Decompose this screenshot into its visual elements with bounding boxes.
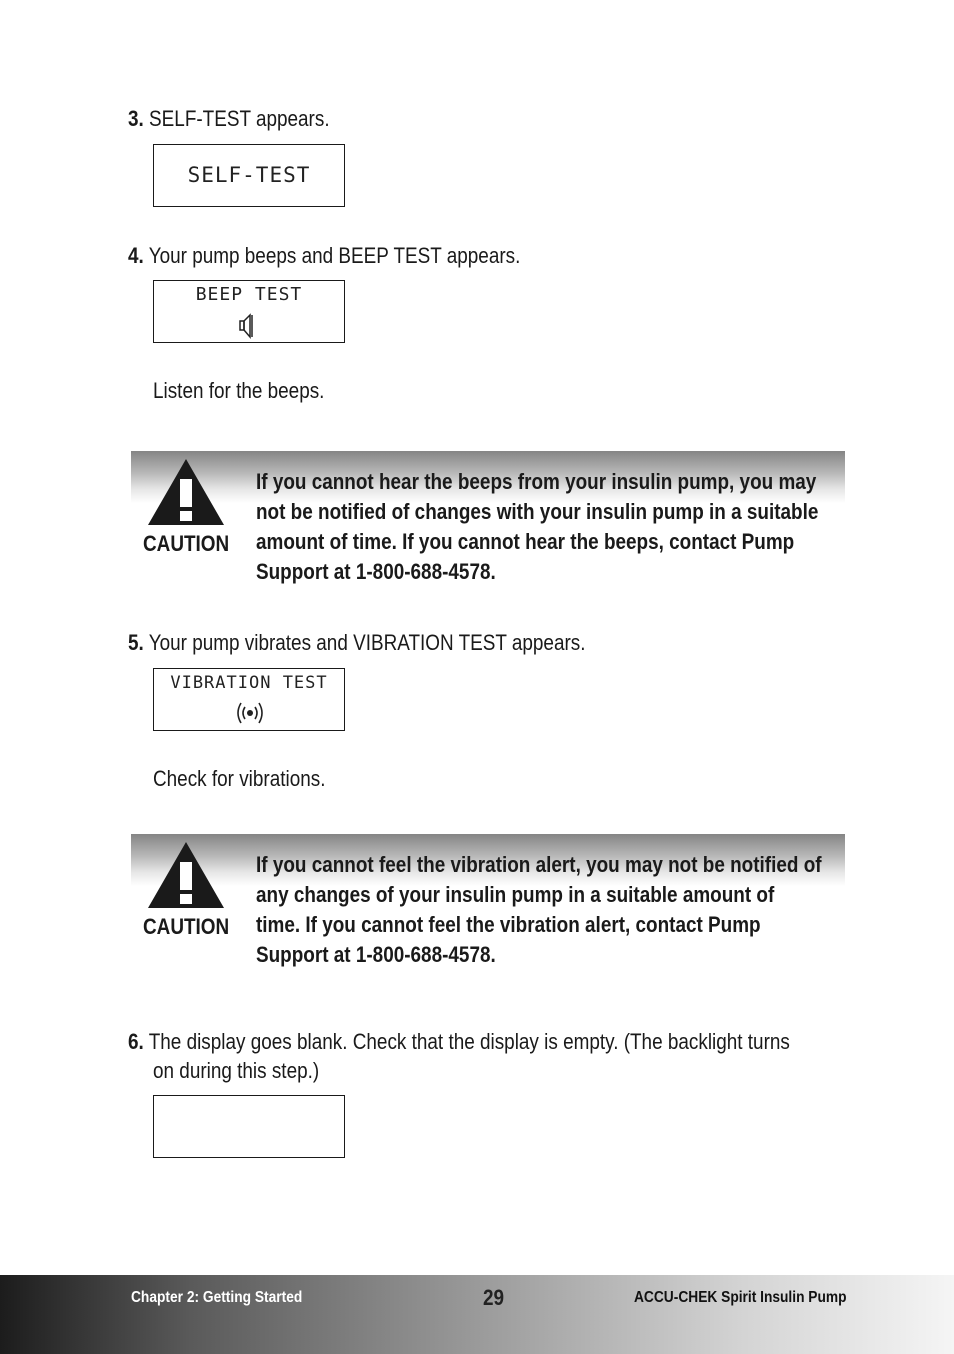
footer-chapter: Chapter 2: Getting Started (131, 1289, 303, 1306)
note-text: Check for vibrations. (153, 766, 326, 791)
caution-message: If you cannot feel the vibration alert, you may not be notified of any changes of your insulin pump in a suitable amount of time. If you cannot feel the vibration alert, contact Pump Support at 1-800-688-4578. (256, 852, 822, 967)
caution-message: If you cannot hear the beeps from your insulin pump, you may not be notified of changes with your insulin pump in a suitable amount of time. If you cannot hear the beeps, contact Pump Support at 1-800-688-4578. (256, 469, 819, 584)
lcd-display-self-test (153, 144, 345, 207)
step-number: 4. (128, 243, 144, 268)
step-text: Your pump vibrates and VIBRATION TEST appears. (148, 630, 586, 655)
lcd-text: SELF-TEST (187, 163, 311, 187)
lcd-display-vibration-test (153, 668, 345, 731)
step-number: 5. (128, 630, 144, 655)
step-text: The display goes blank. Check that the display is empty. (The backlight turns (148, 1029, 790, 1054)
step-text-continued: on during this step.) (153, 1058, 320, 1083)
step-number: 3. (128, 106, 144, 131)
warning-icon (146, 840, 226, 910)
step-text: Your pump beeps and BEEP TEST appears. (148, 243, 521, 268)
note-listen (153, 378, 352, 404)
lcd-display-beep-test (153, 280, 345, 343)
footer-product: ACCU-CHEK Spirit Insulin Pump (634, 1289, 847, 1306)
caution-box (131, 834, 845, 974)
step-6 (128, 1027, 898, 1085)
page-number: 29 (483, 1285, 505, 1310)
note-check (153, 766, 354, 792)
caution-label: CAUTION (143, 914, 230, 939)
caution-box (131, 451, 845, 591)
lcd-text: VIBRATION TEST (170, 673, 328, 693)
warning-icon (146, 457, 226, 527)
step-3 (128, 104, 362, 133)
step-5 (128, 628, 660, 657)
step-text: SELF-TEST appears. (149, 106, 330, 131)
caution-label: CAUTION (143, 531, 230, 556)
note-text: Listen for the beeps. (153, 378, 325, 403)
vibration-icon (234, 700, 266, 726)
step-4 (128, 241, 584, 270)
lcd-display-blank (153, 1095, 345, 1158)
lcd-text: BEEP TEST (195, 284, 303, 305)
step-number: 6. (128, 1029, 144, 1054)
page-footer (0, 1275, 954, 1354)
speaker-icon (238, 312, 256, 340)
